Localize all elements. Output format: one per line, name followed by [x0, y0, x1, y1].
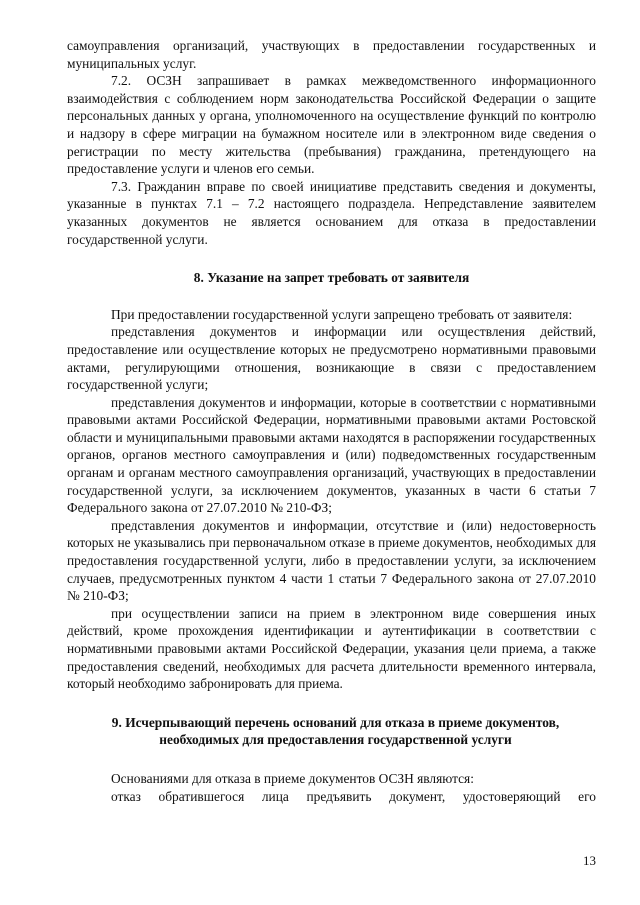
- paragraph-7-3: 7.3. Гражданин вправе по своей инициативе представить сведения и документы, указанные в пунктах 7.1 – 7.2 настоящего подраздела. Непредставление заявителем указанных документов не является основанием для отказа в предоставлении государственной услуги.: [67, 178, 596, 247]
- paragraph-7-2: 7.2. ОСЗН запрашивает в рамках межведомственного информационного взаимодействия с соблюдением норм законодательства Российской Федерации о защите персональных данных у органа, уполномоченного на осуществление функций по контролю и надзору в сфере миграции на бумажном носителе или в электронном виде сведения о регистрации по месту жительства (пребывания) гражданина, претендующего на предоставление услуги и членов его семьи.: [67, 73, 596, 177]
- section-8-item: представления документов и информации, которые в соответствии с нормативными правовыми актами Российской Федерации, нормативными правовыми актами Ростовской области и муниципальными правовыми актами находятся в распоряжении государственных органов, органов местного самоуправления и (или) подведомственных государственным органам и органам местного самоуправления организаций, участвующих в предоставлении государственной услуги, за исключением документов, указанных в части 6 статьи 7 Федерального закона от 27.07.2010 № 210-ФЗ;: [67, 394, 596, 516]
- intro-fragment: самоуправления организаций, участвующих в предоставлении государственных и муниципальных услуг.: [67, 38, 596, 71]
- section-8-intro: При предоставлении государственной услуги запрещено требовать от заявителя:: [111, 306, 573, 322]
- section-8-item: представления документов и информации или осуществления действий, предоставление или осуществление которых не предусмотрено нормативными правовыми актами, регулирующими отношения, возникающие в связи с предоставлением государственной услуги;: [67, 324, 596, 393]
- section-9-heading: [67, 714, 596, 749]
- section-8-item: при осуществлении записи на прием в электронном виде совершения иных действий, кроме прохождения идентификации и аутентификации в соответствии с нормативными правовыми актами Российской Федерации, указания цели приема, а также предоставления сведений, необходимых для расчета длительности временного интервала, который необходимо забронировать для приема.: [67, 605, 596, 692]
- section-9-heading-line1: 9. Исчерпывающий перечень оснований для отказа в приеме документов,: [111, 714, 560, 730]
- section-9-item-fragment: отказ обратившегося лица предъявить документ, удостоверяющий его: [111, 788, 596, 804]
- section-8-heading: 8. Указание на запрет требовать от заявителя: [193, 270, 470, 286]
- section-8-item: представления документов и информации, отсутствие и (или) недостоверность которых не указывались при первоначальном отказе в приеме документов, необходимых для предоставления государственной услуги, либо в предоставлении услуги, за исключением случаев, предусмотренных пунктом 4 части 1 статьи 7 Федерального закона от 27.07.2010 № 210-ФЗ;: [67, 517, 596, 604]
- section-9-heading-line2: необходимых для предоставления государственной услуги: [159, 732, 512, 748]
- page-number: 13: [583, 853, 596, 868]
- section-9-intro: Основаниями для отказа в приеме документов ОСЗН являются:: [111, 770, 474, 786]
